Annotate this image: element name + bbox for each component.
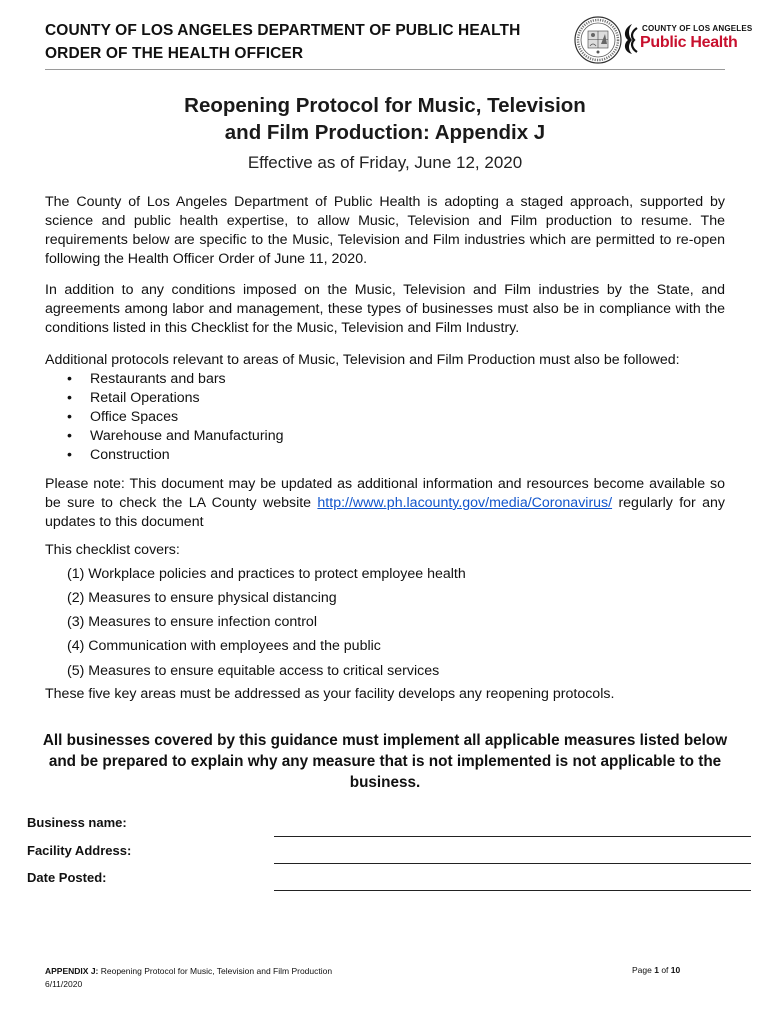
footer-document-info [45,965,332,991]
covers-intro: This checklist covers: [45,542,180,558]
list-item: (1) Workplace policies and practices to protect employee health [67,566,466,582]
intro-paragraph: The County of Los Angeles Department of Public Health is adopting a staged approach, supported by science and public health expertise, to allow Music, Television and Film production to resume. The requirements below are specific to the Music, Television and Film industries which are permitted to re-open following the Health Officer Order of June 11, 2020. [45,194,725,267]
footer-appendix-label: APPENDIX J: [45,966,99,976]
lacounty-website-link[interactable]: http://www.ph.lacounty.gov/media/Coronavirus/ [317,495,613,511]
list-item: (3) Measures to ensure infection control [67,614,317,630]
business-name-label: Business name: [27,815,127,830]
document-title-line2: and Film Production: Appendix J [224,121,546,144]
list-item: • Warehouse and Manufacturing [67,428,284,444]
list-item: (2) Measures to ensure physical distancing [67,590,337,606]
organization-name: COUNTY OF LOS ANGELES DEPARTMENT OF PUBLIC HEALTH [45,22,521,39]
footer-appendix-title: Reopening Protocol for Music, Television and Film Production [98,966,333,976]
bullet-icon: • [67,390,72,406]
facility-address-label: Facility Address: [27,843,132,858]
bullet-icon: • [67,409,72,425]
date-posted-field[interactable] [274,890,751,891]
business-name-field[interactable] [274,836,751,837]
document-title-line1: Reopening Protocol for Music, Television [184,94,586,117]
note-tail: regularly for any updates to this document [45,495,725,530]
footer-date: 6/11/2020 [45,979,83,989]
conditions-paragraph: In addition to any conditions imposed on the Music, Television and Film industries by the State, and agreements among labor and management, these types of businesses must also be in compliance with the conditions listed in this Checklist for the Music, Television and Film Industry. [45,282,725,336]
public-health-logo-icon [620,22,640,56]
logo-top-text: COUNTY OF LOS ANGELES [642,24,753,33]
public-health-logo [620,20,753,60]
list-item: (5) Measures to ensure equitable access to critical services [67,663,440,679]
page-number: Page 1 of 10 [632,965,681,975]
update-note [45,475,725,532]
protocols-list [45,370,283,465]
bullet-icon: • [67,447,72,463]
list-item: (4) Communication with employees and the public [67,638,381,654]
additional-protocols-paragraph: Additional protocols relevant to areas of Music, Television and Film Production must also be followed: [45,352,680,368]
note-text: Please note: This document may be updated as additional information and resources become available so be sure to check the LA County website [45,476,725,511]
list-item: • Restaurants and bars [67,371,226,387]
list-item: • Construction [67,447,170,463]
list-item: • Retail Operations [67,390,200,406]
header-divider [45,69,725,70]
order-heading: ORDER OF THE HEALTH OFFICER [45,45,304,62]
key-areas-statement: These five key areas must be addressed as your facility develops any reopening protocols. [45,686,615,702]
list-item: • Office Spaces [67,409,179,425]
county-seal-icon [574,16,622,64]
logo-main-text: Public Health [640,34,738,51]
facility-address-field[interactable] [274,863,751,864]
compliance-emphasis: All businesses covered by this guidance must implement all applicable measures listed below and be prepared to explain why any measure that is not implemented is not applicable to the business. [42,732,728,791]
effective-date: Effective as of Friday, June 12, 2020 [247,153,523,172]
bullet-icon: • [67,371,72,387]
bullet-icon: • [67,428,72,444]
date-posted-label: Date Posted: [27,870,107,885]
